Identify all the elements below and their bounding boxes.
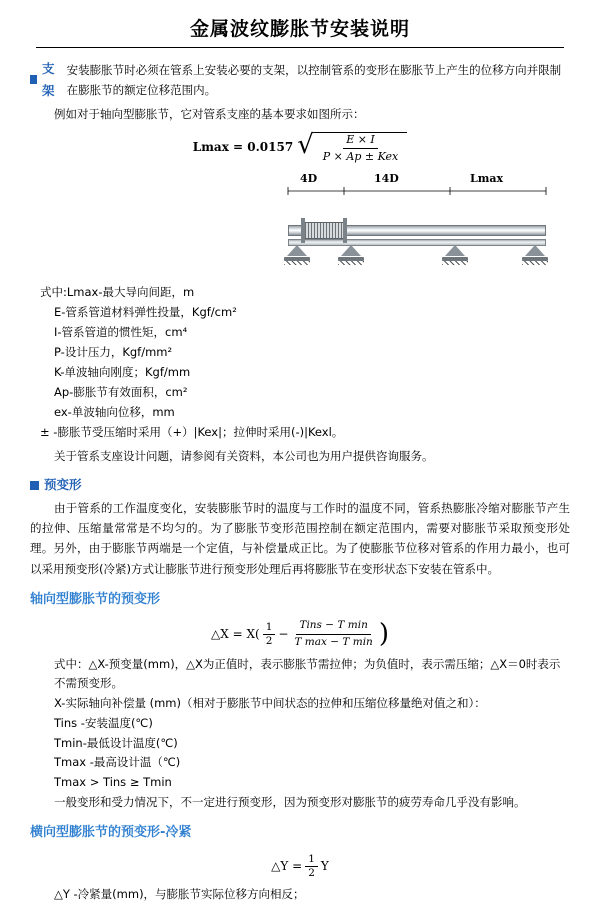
axial-note: 一般变形和受力情况下，不一定进行预变形，因为预变形对膨胀节的疲劳寿命几乎没有影响。 <box>54 795 526 810</box>
definition-list <box>30 283 570 442</box>
section-heading-support-label: 支架 <box>42 61 55 98</box>
section-heading-predeformation <box>30 474 570 496</box>
formula-lmax-numerator: E × I <box>343 133 378 149</box>
diagram-label-lmax: Lmax <box>470 172 504 186</box>
page-title: 金属波纹膨胀节安装说明 <box>189 18 410 40</box>
formula-delta-x-rparen: ) <box>378 619 389 649</box>
formula-lmax <box>30 129 570 164</box>
axial-note: Tmax > Tins ≥ Tmin <box>54 775 172 790</box>
formula-delta-x-frac-num: Tins − T min <box>296 619 370 634</box>
support-guide-1 <box>338 245 364 261</box>
formula-delta-x-half-den: 2 <box>265 634 273 647</box>
subsection-heading-lateral: 横向型膨胀节的预变形-冷紧 <box>30 825 192 841</box>
definition-item: ± -膨胀节受压缩时采用（+）|Kex|；拉伸时采用(-)|Kexl。 <box>40 425 344 440</box>
support-design-note: 关于管系支座设计问题，请参阅有关资料，本公司也为用户提供咨询服务。 <box>54 449 434 464</box>
predeformation-paragraph: 由于管系的工作温度变化，安装膨胀节时的温度与工作时的温度不同，管系热膨胀冷缩对膨胀节产生的拉伸、压缩量常常是不均匀的。为了膨胀节变形范围控制在额定范围内，需要对膨胀节采取预变形处理。另外，由于膨胀节两端是一个定值，与补偿量成正比。为了使膨胀节位移对管系的作用力最小，也可以采用预变形(冷紧)方式让膨胀节进行预变形处理后再将膨胀节在变形状态下安装在管系中。 <box>30 501 570 576</box>
support-paragraph-2: 例如对于轴向型膨胀节，它对管系支座的基本要求如图所示： <box>54 106 365 121</box>
section-heading-support <box>30 58 570 102</box>
formula-lmax-sqrt <box>297 129 407 164</box>
axial-note: 式中：△X-预变量(mm)，△X为正值时，表示膨胀节需拉伸；为负值时，表示需压缩；△X＝0时表示不需预变形。 <box>54 656 561 690</box>
formula-delta-y <box>30 853 570 879</box>
definition-item: P-设计压力，Kgf/mm² <box>54 345 173 360</box>
definition-item: K-单波轴向刚度；Kgf/mm <box>54 365 191 380</box>
diagram-dimension-labels <box>282 169 552 185</box>
axial-notes-list <box>30 655 570 813</box>
axial-note: Tmax -最高设计温（℃) <box>54 755 181 770</box>
definition-item: E-管系管道材料弹性投量，Kgf/cm² <box>54 305 237 320</box>
pipe-lower <box>288 239 546 246</box>
formula-lmax-denominator: P × Ap ± Kex <box>322 149 399 163</box>
formula-delta-x-half-num: 1 <box>263 621 276 635</box>
diagram-label-4d: 4D <box>300 172 318 186</box>
formula-delta-y-rhs: Y <box>320 858 329 873</box>
flange-left <box>301 218 305 243</box>
formula-delta-y-lhs: △Y = <box>271 858 303 873</box>
formula-delta-y-half-num: 1 <box>305 853 318 867</box>
definition-item: ex-单波轴向位移，mm <box>54 405 175 420</box>
axial-note: X-实际轴向补偿量 (mm)（相对于膨胀节中间状态的拉伸和压缩位移量绝对值之和）： <box>54 695 486 710</box>
axial-expansion-joint-support-diagram <box>282 169 552 281</box>
diagram-dimension-arrows <box>282 186 552 196</box>
support-paragraph-1: 安装膨胀节时必须在管系上安装必要的支架，以控制管系的变形在膨胀节上产生的位移方向并限制在膨胀节的额定位移范围内。 <box>66 62 562 97</box>
diagram-label-14d: 14D <box>374 172 399 186</box>
flange-right <box>343 218 347 243</box>
title-divider <box>36 47 564 48</box>
blue-square-icon <box>30 75 37 84</box>
radical-icon: √ <box>297 129 314 160</box>
bellows-icon <box>304 222 344 239</box>
formula-delta-y-half-den: 2 <box>308 866 315 879</box>
axial-note: Tins -安装温度(℃) <box>54 715 153 730</box>
formula-delta-x-lhs: △X = X( <box>211 626 260 641</box>
diagram-pipe-assembly <box>282 203 552 273</box>
definition-item: 式中:Lmax-最大导向间距，m <box>40 285 195 300</box>
section-heading-predeformation-label: 预变形 <box>44 477 82 493</box>
definition-item: Ap-膨胀节有效面积，cm² <box>54 385 188 400</box>
blue-square-icon <box>30 481 39 490</box>
formula-delta-x <box>30 619 570 648</box>
lateral-notes-list <box>30 885 570 904</box>
support-anchor-1 <box>284 245 310 261</box>
formula-delta-x-frac-den: T max − T min <box>294 635 373 648</box>
document-body <box>0 58 600 904</box>
subsection-heading-axial: 轴向型膨胀节的预变形 <box>30 591 161 607</box>
axial-note: Tmin-最低设计温度(℃) <box>54 735 178 750</box>
definition-item: I-管系管道的惯性矩，cm⁴ <box>54 325 188 340</box>
formula-delta-x-minus: − <box>278 626 289 641</box>
document-page <box>0 14 600 902</box>
support-guide-2 <box>442 245 468 261</box>
lateral-note: △Y -冷紧量(mm)，与膨胀节实际位移方向相反； <box>54 887 305 902</box>
formula-lmax-lhs: Lmax = 0.0157 <box>192 140 294 155</box>
support-anchor-2 <box>522 245 548 261</box>
